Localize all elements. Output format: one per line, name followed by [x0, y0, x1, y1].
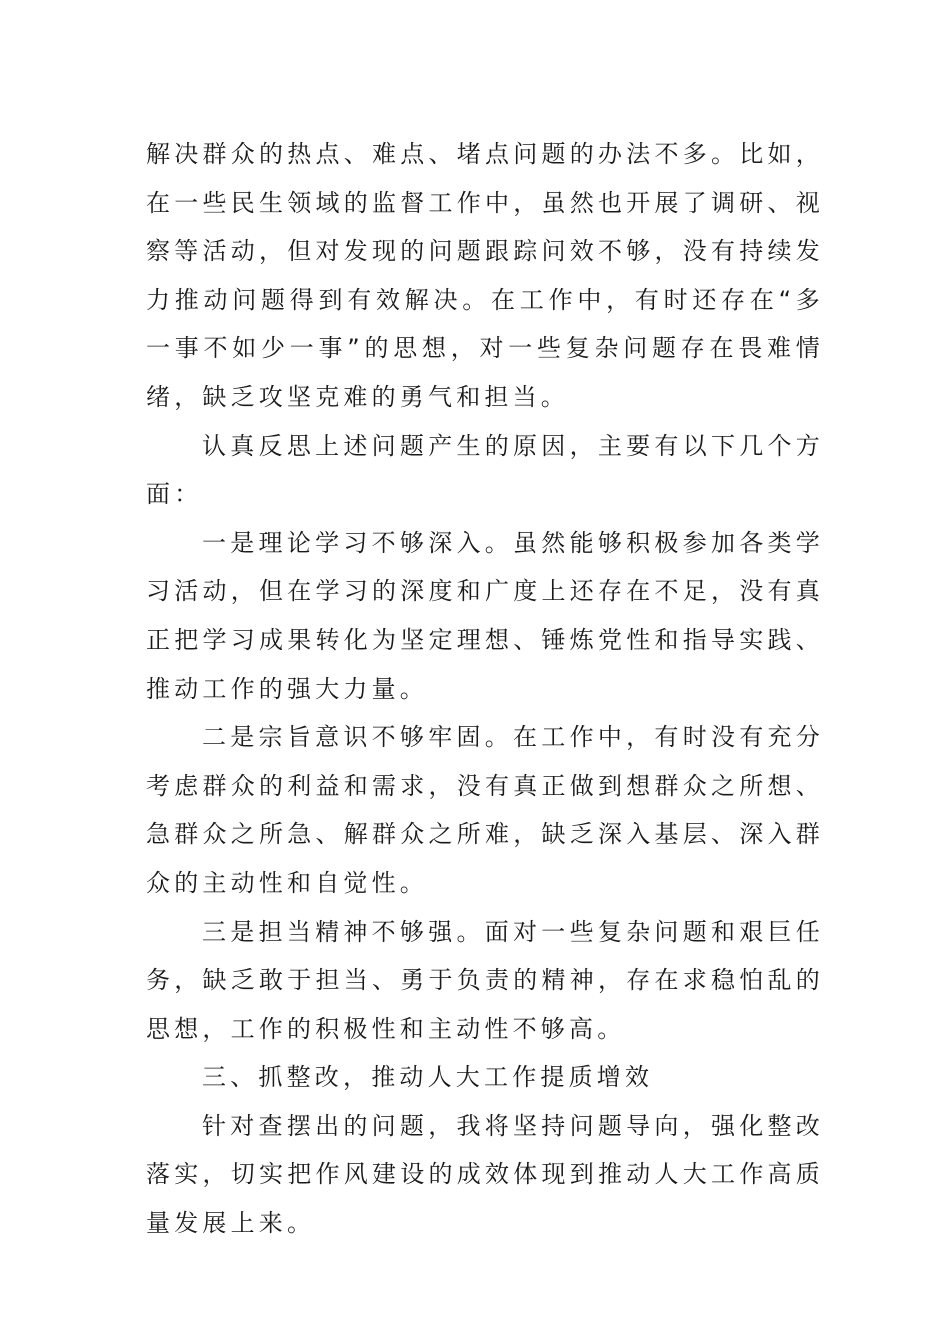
document-body [146, 130, 824, 1248]
paragraph-cause-one: 一是理论学习不够深入。虽然能够积极参加各类学习活动，但在学习的深度和广度上还存在不足，没有真正把学习成果转化为坚定理想、锤炼党性和指导实践、推动工作的强大力量。 [146, 528, 824, 703]
paragraph-cause-two: 二是宗旨意识不够牢固。在工作中，有时没有充分考虑群众的利益和需求，没有真正做到想群众之所想、急群众之所急、解群众之所难，缺乏深入基层、深入群众的主动性和自觉性。 [146, 723, 824, 897]
paragraph-cause-three: 三是担当精神不够强。面对一些复杂问题和艰巨任务，缺乏敢于担当、勇于负责的精神，存在求稳怕乱的思想，工作的积极性和主动性不够高。 [146, 917, 824, 1043]
section-heading: 三、抓整改，推动人大工作提质增效 [202, 1063, 654, 1092]
paragraph-causes-intro: 认真反思上述问题产生的原因，主要有以下几个方面： [146, 431, 824, 509]
paragraph-rectification: 针对查摆出的问题，我将坚持问题导向，强化整改落实，切实把作风建设的成效体现到推动人大工作高质量发展上来。 [146, 1111, 824, 1238]
paragraph-continuation: 解决群众的热点、难点、堵点问题的办法不多。比如，在一些民生领域的监督工作中，虽然也开展了调研、视察等活动，但对发现的问题跟踪问效不够，没有持续发力推动问题得到有效解决。在工作中，有时还存在“多一事不如少一事”的思想，对一些复杂问题存在畏难情绪，缺乏攻坚克难的勇气和担当。 [146, 140, 824, 411]
